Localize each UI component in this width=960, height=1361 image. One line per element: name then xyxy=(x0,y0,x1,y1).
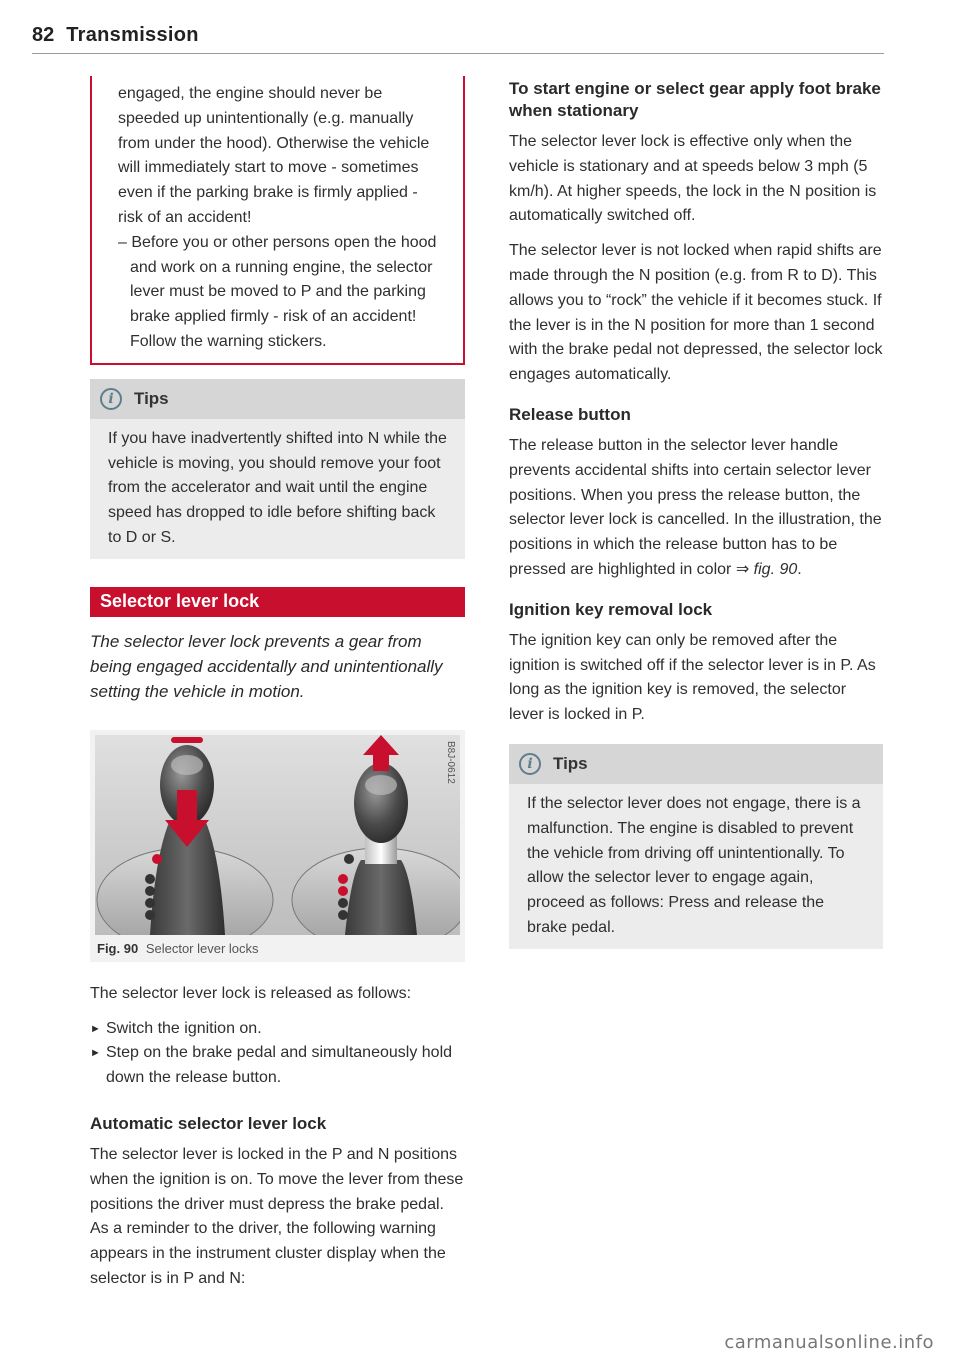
tips-title: Tips xyxy=(553,753,588,773)
figure-caption xyxy=(95,935,460,957)
paragraph-ignition-key: The ignition key can only be removed after the ignition is switched off if the selector lever is in P. As long as the ignition key is removed, the selector lever is locked in P. xyxy=(509,631,876,724)
paragraph-rapid-shifts: The selector lever is not locked when rapid shifts are made through the N position (e.g. from R to D). This allows you to “rock” the vehicle if it becomes stuck. If the lever is in the N position for more than 1 second with the brake pedal not depressed, the selector lock engages automatically. xyxy=(509,242,883,384)
tips-header xyxy=(90,379,465,419)
ignition-key-heading: Ignition key removal lock xyxy=(509,599,713,619)
page-number: 82 xyxy=(32,24,55,46)
release-intro: The selector lever lock is released as follows: xyxy=(90,984,412,1002)
tips-box-right xyxy=(509,744,883,949)
warning-bullet: – Before you or other persons open the hood and work on a running engine, the selector lever must be moved to P and the parking brake applied firmly - risk of an accident! Follow the warning stickers. xyxy=(118,233,437,350)
step-arrow-icon: ► xyxy=(90,1047,101,1060)
figure-label: Fig. 90 xyxy=(97,940,139,956)
warning-list xyxy=(118,231,447,355)
step-item xyxy=(90,1041,465,1091)
figure-code: B8J-0612 xyxy=(445,740,456,784)
tips-body xyxy=(90,419,465,559)
left-column xyxy=(90,76,465,1292)
figure-caption-text: Selector lever locks xyxy=(145,940,259,956)
release-button-heading: Release button xyxy=(509,404,631,424)
page-header xyxy=(32,24,884,54)
tips-text: If the selector lever does not engage, there is a malfunction. The engine is disabled to prevent the vehicle from driving off unintentionally. To allow the selector lever to engage again, proceed as follows: Press and release the brake pedal. xyxy=(527,794,861,936)
tips-header xyxy=(509,744,883,784)
warning-continued-text: engaged, the engine should never be speeded up unintentionally (e.g. manually from under the hood). Otherwise the vehicle will immediately start to move - sometimes even if the parking brake is firmly applied - risk of an accident! xyxy=(118,85,430,226)
chapter-title: Transmission xyxy=(66,24,199,46)
selector-lever-illustration xyxy=(95,735,460,935)
automatic-lock-heading: Automatic selector lever lock xyxy=(90,1113,327,1133)
tips-title: Tips xyxy=(134,388,169,408)
step-text: Step on the brake pedal and simultaneously hold down the release button. xyxy=(106,1044,453,1087)
automatic-lock-text: The selector lever is locked in the P and N positions when the ignition is on. To move the lever from these positions the driver must depress the brake pedal. As a reminder to the driver, the following warning appears in the instrument cluster display when the selector is in P and N: xyxy=(90,1145,464,1287)
step-arrow-icon: ► xyxy=(90,1022,101,1035)
section-title: Selector lever lock xyxy=(100,591,260,612)
figure-reference-link[interactable]: ⇒ fig. 90 xyxy=(735,560,798,578)
step-text: Switch the ignition on. xyxy=(106,1019,262,1037)
release-steps xyxy=(90,1017,465,1091)
paragraph-lock-effective: The selector lever lock is effective only when the vehicle is stationary and at speeds below 3 mph (5 km/h). At higher speeds, the lock in the N position is automatically switched off. xyxy=(509,133,877,225)
info-icon: i xyxy=(519,753,541,775)
release-button-text-end: . xyxy=(797,560,802,578)
info-icon: i xyxy=(100,388,122,410)
tips-box-left xyxy=(90,379,465,559)
right-column xyxy=(509,76,883,949)
section-heading-bar xyxy=(90,587,465,617)
figure-90 xyxy=(90,730,465,962)
apply-brake-heading: To start engine or select gear apply foot brake when stationary xyxy=(509,79,881,120)
step-item xyxy=(90,1017,465,1042)
section-intro: The selector lever lock prevents a gear from being engaged accidentally and unintentionally setting the vehicle in motion. xyxy=(90,631,443,701)
selector-lever-svg xyxy=(95,735,460,935)
tips-body xyxy=(509,784,883,949)
release-button-text: The release button in the selector lever handle prevents accidental shifts into certain selector lever positions. When you press the release button, the selector lever lock is cancelled. In the illustration, the positions in which the release button has to be pressed are highlighted in color xyxy=(509,436,882,578)
paragraph-release-button xyxy=(509,434,883,583)
watermark-logo: carmanualsonline.info xyxy=(724,1332,934,1353)
tips-text: If you have inadvertently shifted into N while the vehicle is moving, you should remove your foot from the accelerator and wait until the engine speed has dropped to idle before shifting back to D or S. xyxy=(108,429,447,546)
warning-box xyxy=(90,76,465,365)
